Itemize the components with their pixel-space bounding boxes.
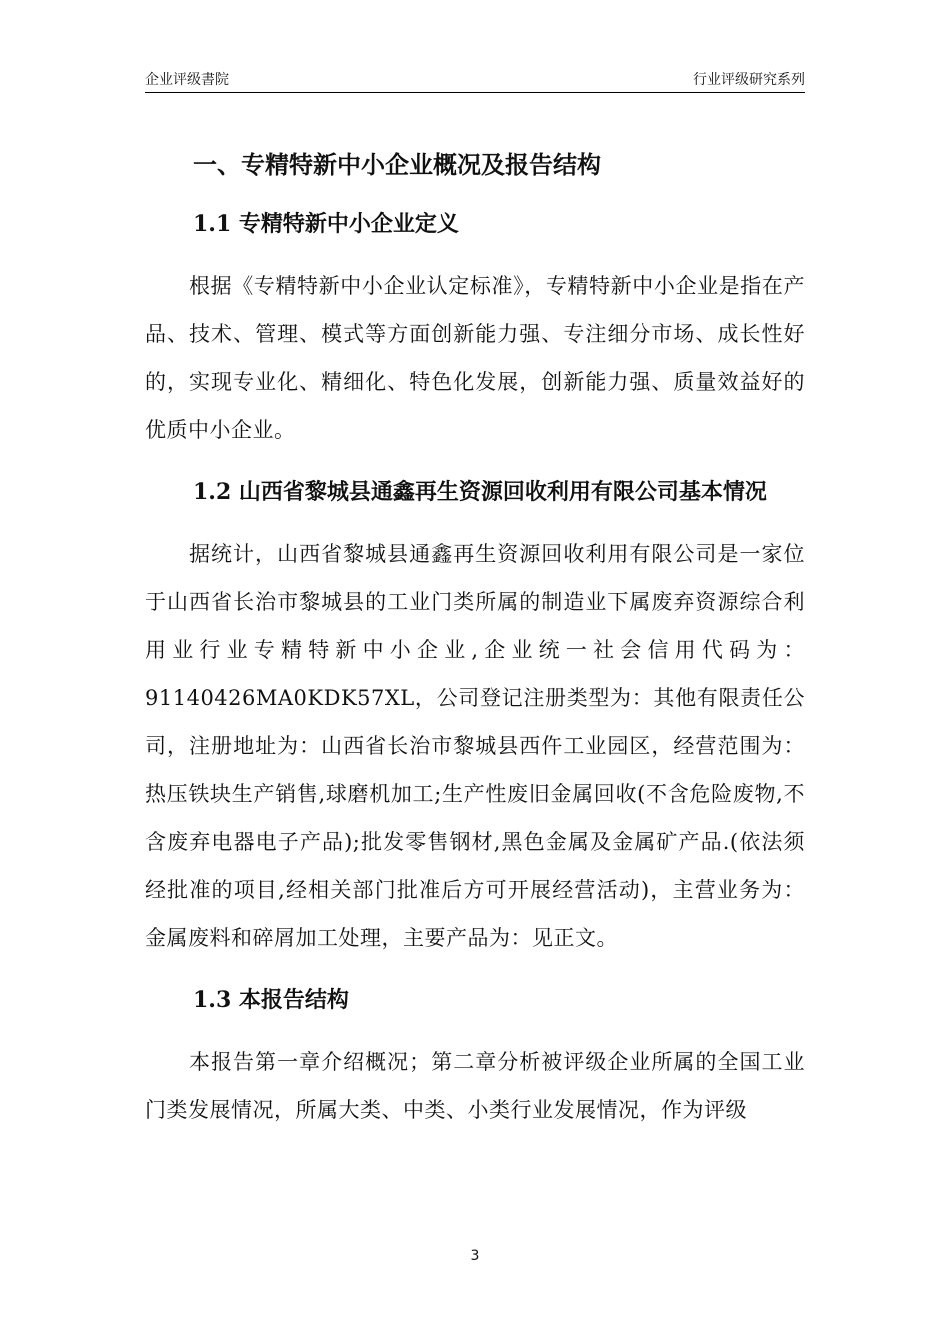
subsection-title-1-1: 1.1 专精特新中小企业定义 [193, 211, 459, 237]
section-title: 一、专精特新中小企业概况及报告结构 [193, 150, 601, 179]
header-left-text: 企业评级書院 [145, 72, 229, 88]
page-header [145, 66, 805, 93]
paragraph-definition: 根据《专精特新中小企业认定标准》，专精特新中小企业是指在产品、技术、管理、模式等方面创新能力强、专注细分市场、成长性好的，实现专业化、精细化、特色化发展，创新能力强、质量效益好的优质中小企业。 [145, 274, 805, 442]
page-number: 3 [470, 1248, 480, 1264]
paragraph-company-info: 据统计，山西省黎城县通鑫再生资源回收利用有限公司是一家位于山西省长治市黎城县的工业门类所属的制造业下属废弃资源综合利用业行业专精特新中小企业,企业统一社会信用代码为：91140426MA0KDK57XL，公司登记注册类型为：其他有限责任公司，注册地址为：山西省长治市黎城县西仵工业园区，经营范围为：热压铁块生产销售,球磨机加工;生产性废旧金属回收(不含危险废物,不含废弃电器电子产品);批发零售钢材,黑色金属及金属矿产品.(依法须经批准的项目,经相关部门批准后方可开展经营活动)，主营业务为：金属废料和碎屑加工处理，主要产品为：见正文。 [145, 542, 805, 950]
subsection-title-1-3: 1.3 本报告结构 [193, 987, 349, 1013]
header-right-text: 行业评级研究系列 [693, 72, 805, 88]
paragraph-report-structure: 本报告第一章介绍概况；第二章分析被评级企业所属的全国工业门类发展情况，所属大类、中类、小类行业发展情况，作为评级 [145, 1050, 805, 1122]
document-body [145, 140, 805, 1134]
subsection-title-1-2: 1.2 山西省黎城县通鑫再生资源回收利用有限公司基本情况 [193, 479, 767, 505]
